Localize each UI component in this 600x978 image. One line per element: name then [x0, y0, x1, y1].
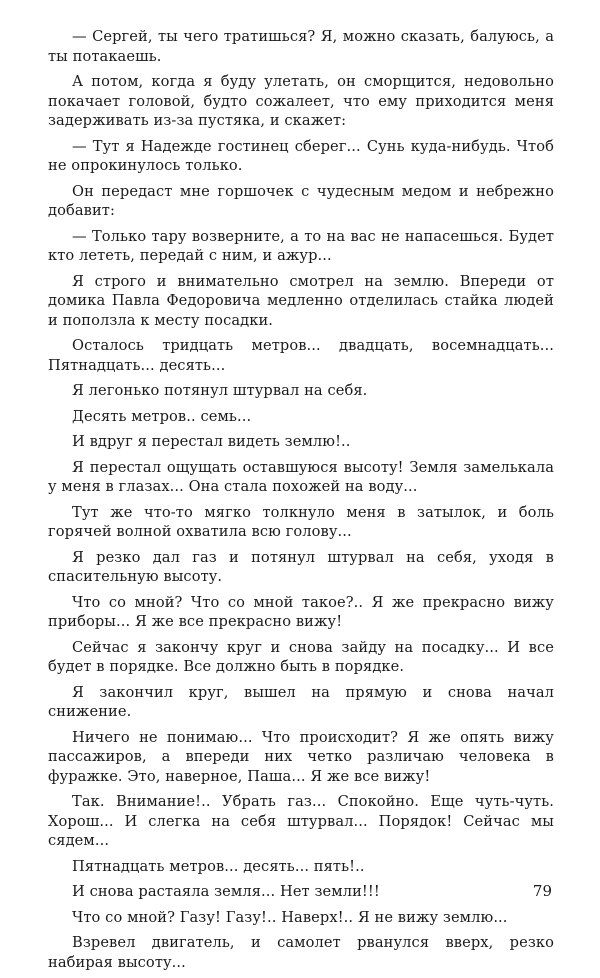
paragraph-4: Он передаст мне горшочек с чудесным медом и небрежно добавит: — [48, 182, 554, 219]
paragraph-13: Я резко дал газ и потянул штурвал на себя, уходя в спасительную высоту. — [48, 548, 554, 585]
paragraph-3: — Тут я Надежде гостинец сберег... Сунь куда-нибудь. Чтоб не опрокинулось только. — [48, 137, 554, 174]
paragraph-9: Десять метров.. семь... — [72, 407, 252, 425]
paragraph-8: Я легонько потянул штурвал на себя. — [72, 382, 368, 399]
paragraph-16: Я закончил круг, вышел на прямую и снова начал снижение. — [48, 683, 554, 720]
paragraph-6: Я строго и внимательно смотрел на землю. Впереди от домика Павла Федоровича медленно отделилась стайка людей и поползла к месту посадки. — [48, 272, 554, 329]
paragraph-14: Что со мной? Что со мной такое?.. Я же прекрасно вижу приборы... Я же все прекрасно вижу! — [48, 593, 554, 630]
paragraph-2: А потом, когда я буду улетать, он сморщится, недовольно покачает головой, будто сожалеет, что ему приходится меня задерживать из-за пустяка, и скажет: — [48, 73, 554, 129]
paragraph-1: — Сергей, ты чего тратишься? Я, можно сказать, балуюсь, а ты потакаешь. — [48, 28, 554, 65]
paragraph-10: И вдруг я перестал видеть землю!.. — [72, 433, 351, 450]
paragraph-20: И снова растаяла земля... Нет земли!!! — [72, 883, 380, 900]
paragraph-22: Взревел двигатель, и самолет рванулся вверх, резко набирая высоту... — [48, 934, 554, 971]
paragraph-15: Сейчас я закончу круг и снова зайду на посадку... И все будет в порядке. Все должно быть в порядке. — [48, 638, 554, 675]
paragraph-12: Тут же что-то мягко толкнуло меня в затылок, и боль горячей волной охватила всю голову... — [48, 503, 554, 540]
paragraph-11: Я перестал ощущать оставшуюся высоту! Земля замелькала у меня в глазах... Она стала похожей на воду... — [48, 458, 554, 495]
paragraph-17: Ничего не понимаю... Что происходит? Я же опять вижу пассажиров, а впереди них четко различаю человека в фуражке. Это, наверное, Паша... Я же все вижу! — [48, 728, 554, 785]
paragraph-5: — Только тару возверните, а то на вас не напасешься. Будет кто лететь, передай с ним, и ажур... — [48, 227, 554, 264]
page-number: 79 — [532, 882, 552, 900]
page-body — [48, 27, 554, 978]
paragraph-21: Что со мной? Газу! Газу!.. Наверх!.. Я не вижу землю... — [72, 908, 508, 926]
paragraph-19: Пятнадцать метров... десять... пять!.. — [72, 857, 365, 875]
paragraph-18: Так. Внимание!.. Убрать газ... Спокойно. Еще чуть-чуть. Хорош... И слегка на себя штурвал... Порядок! Сейчас мы сядем... — [48, 793, 554, 849]
paragraph-7: Осталось тридцать метров... двадцать, восемнадцать... Пятнадцать... десять... — [48, 337, 554, 374]
